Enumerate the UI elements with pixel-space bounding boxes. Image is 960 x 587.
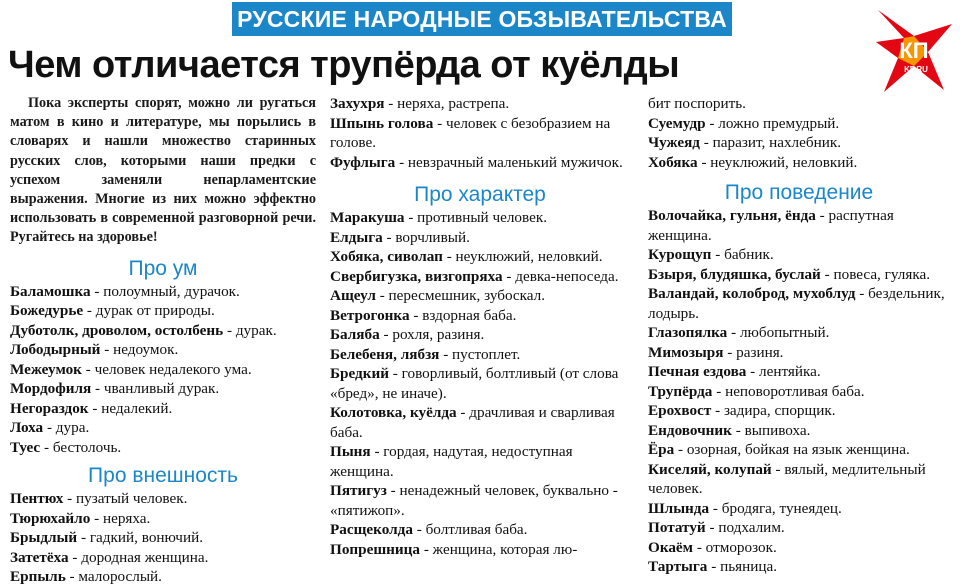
entry-definition: драчливая и сварливая баба. [330, 404, 615, 441]
entry-term: Межеумок [10, 360, 82, 378]
glossary-entry: Чужеяд - паразит, нахлебник. [648, 134, 842, 151]
entry-term: Маракуша [330, 209, 405, 226]
entry-term: Баляба [330, 326, 380, 343]
entry-definition: выпивоха. [744, 421, 811, 439]
entry-definition: малорослый. [78, 568, 162, 586]
entry-term: Ендовочник [648, 421, 732, 439]
entry-definition: неуклюжий, неловкий. [455, 248, 603, 265]
entry-definition: неряха. [102, 509, 151, 527]
entry-term: Мордофиля [10, 380, 92, 398]
entry-definition: дурак от природы. [95, 302, 215, 320]
entry-term: Печная ездова [648, 363, 747, 380]
glossary-entry: Фуфлыга - невзрачный маленький мужичок. [330, 153, 623, 171]
glossary-entry: Окаём - отморозок. [648, 538, 777, 556]
entry-term: Ёра [648, 441, 675, 458]
entry-term: Ащеул [330, 287, 376, 304]
glossary-entry: Негораздок - недалекий. [10, 399, 173, 417]
glossary-entry: Ащеул - пересмешник, зубоскал. [330, 287, 546, 304]
entry-definition: гордая, надутая, недоступная женщина. [330, 443, 573, 480]
entry-definition: бродяга, тунеядец. [721, 499, 842, 517]
entry-definition: паразит, нахлебник. [712, 134, 842, 151]
glossary-entry: Ветрогонка - вздорная баба. [330, 306, 517, 324]
entry-term: Лободырный [10, 341, 101, 359]
glossary-entry: Глазопялка - любопытный. [648, 324, 830, 341]
entry-term: Попрешница [330, 540, 421, 558]
entry-definition: женщина, которая лю- [432, 540, 578, 558]
entry-term: Лоха [10, 419, 44, 437]
glossary-entry: Дуботолк, дроволом, остолбень - дурак. [10, 321, 277, 339]
glossary-entry: Захухря - неряха, растрепа. [330, 95, 510, 112]
sections [648, 94, 950, 577]
entry-term: Белебеня, лябзя [330, 345, 440, 363]
entry-term: Колотовка, куёлда [330, 404, 457, 421]
glossary-entry: Пятигуз - ненадежный человек, буквально - «пятижоп». [330, 482, 618, 519]
entry-term: Ерохвост [648, 402, 712, 419]
intro-paragraph: Пока эксперты спорят, можно ли ругаться матом в кино и литературе, мы порылись в словарях и нашли множество старинных русских слов, которыми наши предки с успехом заменяли непарламентские выражения. Многие из них можно эффектно использовать в современной разговорной речи. Ругайтесь на здоровье! [10, 95, 316, 246]
glossary-entry: Мордофиля - чванливый дурак. [10, 380, 220, 398]
column-1 [10, 94, 316, 587]
entry-term: Хобяка, сиволап [330, 248, 443, 265]
entry-definition: бездельник, лодырь. [648, 285, 945, 322]
entry-definition: болтливая баба. [425, 521, 528, 538]
entry-term: Тюрюхайло [10, 509, 91, 527]
rubric-banner: РУССКИЕ НАРОДНЫЕ ОБЗЫВАТЕЛЬСТВА [232, 2, 732, 36]
entry-definition: вздорная баба. [422, 306, 517, 324]
entry-definition: задира, спорщик. [723, 402, 836, 419]
entry-definition: лентяйка. [759, 363, 821, 380]
glossary-entry: Бзыря, блудяшка, буслай - повеса, гуляка. [648, 265, 931, 283]
glossary-entry: Хобяка - неуклюжий, неловкий. [648, 153, 858, 171]
entry-term: Ерпыль [10, 568, 66, 586]
entry-definition: противный человек. [417, 209, 548, 226]
glossary-entry: Затетёха - дородная женщина. [10, 548, 209, 566]
column-2 [330, 94, 630, 559]
sections [10, 256, 316, 587]
entry-term: Свербигузка, визгопряха [330, 267, 503, 285]
entry-definition: полоумный, дурачок. [103, 282, 240, 300]
entry-term: Дуботолк, дроволом, остолбень [10, 321, 224, 339]
entry-term: Брыдлый [10, 529, 78, 547]
entry-definition: недалекий. [101, 399, 173, 417]
glossary-entry: Валандай, колоброд, мухоблуд - бездельник, лодырь. [648, 285, 945, 322]
glossary-entry: Печная ездова - лентяйка. [648, 363, 821, 380]
glossary-entry: Шпынь голова - человек с безобразием на голове. [330, 114, 611, 151]
entry-definition: вялый, медлительный человек. [648, 460, 926, 497]
entry-definition: пересмешник, зубоскал. [388, 287, 546, 304]
entry-term: Туес [10, 438, 41, 456]
entry-definition: пьяница. [720, 558, 778, 575]
entry-term: Мимозыря [648, 343, 724, 361]
entry-term: Пыня [330, 443, 371, 460]
glossary-entry: Лободырный - недоумок. [10, 341, 179, 359]
entry-term: Шлында [648, 499, 710, 517]
section-title: Про характер [414, 183, 546, 206]
entry-definition: неряха, растрепа. [397, 95, 510, 112]
glossary-entry: Шлында - бродяга, тунеядец. [648, 499, 842, 517]
entry-term: Бредкий [330, 365, 389, 382]
glossary-entry: Межеумок - человек недалекого ума. [10, 360, 252, 378]
entry-definition: озорная, бойкая на язык женщина. [686, 441, 910, 458]
entry-term: Фуфлыга [330, 153, 396, 171]
glossary-entry: Колотовка, куёлда - драчливая и сварливая баба. [330, 404, 615, 441]
entry-definition: разиня. [736, 343, 784, 361]
entry-definition: человек с безобразием на голове. [330, 114, 611, 151]
section-title: Про поведение [724, 181, 874, 204]
glossary-entry: Мимозыря - разиня. [648, 343, 784, 361]
entry-definition: подхалим. [718, 519, 785, 536]
glossary-entry: Ерохвост - задира, спорщик. [648, 402, 836, 419]
glossary-entry: Ендовочник - выпивоха. [648, 421, 811, 439]
entry-definition: человек недалекого ума. [94, 360, 252, 378]
glossary-entry: Трупёрда - неповоротливая баба. [648, 382, 865, 400]
entry-term: Захухря [330, 95, 385, 112]
glossary-entry: Ёра - озорная, бойкая на язык женщина. [648, 441, 910, 458]
entry-definition: пузатый человек. [76, 490, 188, 508]
entry-definition: дородная женщина. [81, 548, 209, 566]
entry-definition: отморозок. [705, 538, 777, 556]
entry-term: Трупёрда [648, 382, 713, 400]
entry-term: Пентюх [10, 490, 64, 508]
glossary-entry: Ерпыль - малорослый. [10, 568, 162, 586]
entry-term: Баламошка [10, 282, 91, 300]
glossary-entry: Бредкий - говорливый, болтливый (от слова «бред», не иначе). [330, 365, 619, 402]
entry-term: Божедурье [10, 302, 84, 320]
entry-definition: бестолочь. [52, 438, 122, 456]
entry-term: Пятигуз [330, 482, 387, 499]
entry-definition: бит поспорить. [648, 95, 746, 112]
entry-definition: любопытный. [739, 324, 830, 341]
glossary-entry: Елдыга - ворчливый. [330, 228, 470, 246]
glossary-entry: Свербигузка, визгопряха - девка-непоседа. [330, 267, 619, 285]
entry-definition: дурак. [235, 321, 277, 339]
glossary-entry: Баламошка - полоумный, дурачок. [10, 282, 240, 300]
glossary-entry: Потатуй - подхалим. [648, 519, 785, 536]
entry-definition: неповоротливая баба. [725, 382, 865, 400]
kp-logo-star-icon [874, 6, 954, 96]
entry-term: Потатуй [648, 519, 706, 536]
glossary-entry: Божедурье - дурак от природы. [10, 302, 215, 320]
entry-term: Затетёха [10, 548, 69, 566]
glossary-entry: Волочайка, гульня, ёнда - распутная женщина. [648, 207, 894, 244]
entry-definition: неуклюжий, неловкий. [710, 153, 858, 171]
glossary-entry: Пыня - гордая, надутая, недоступная женщина. [330, 443, 573, 480]
column-3 [648, 94, 950, 577]
entry-definition: рохля, разиня. [392, 326, 485, 343]
glossary-entry: Расщеколда - болтливая баба. [330, 521, 528, 538]
glossary-entry: Тартыга - пьяница. [648, 558, 778, 575]
entry-term: Расщеколда [330, 521, 413, 538]
glossary-entry: Киселяй, колупай - вялый, медлительный человек. [648, 460, 926, 497]
entry-definition: распутная женщина. [648, 207, 894, 244]
glossary-entry: Лоха - дура. [10, 419, 90, 437]
sections [330, 94, 630, 559]
glossary-entry: Тюрюхайло - неряха. [10, 509, 151, 527]
entry-definition: гадкий, вонючий. [89, 529, 203, 547]
entry-term: Киселяй, колупай [648, 460, 772, 478]
entry-term: Негораздок [10, 399, 89, 417]
entry-term: Бзыря, блудяшка, буслай [648, 265, 821, 283]
entry-definition: повеса, гуляка. [833, 265, 931, 283]
kp-logo [874, 6, 954, 96]
entry-definition: бабник. [724, 246, 774, 263]
glossary-entry: Попрешница - женщина, которая лю- [330, 540, 578, 558]
glossary-entry: Курощуп - бабник. [648, 246, 774, 263]
entry-definition: ненадежный человек, буквально - «пятижоп». [330, 482, 618, 519]
entry-definition: девка-непоседа. [515, 267, 619, 285]
glossary-entry: Суемудр - ложно премудрый. [648, 114, 840, 132]
entry-definition: недоумок. [113, 341, 179, 359]
entry-definition: говорливый, болтливый (от слова «бред», не иначе). [330, 365, 619, 402]
entry-term: Елдыга [330, 228, 383, 246]
entry-term: Курощуп [648, 246, 712, 263]
entry-term: Ветрогонка [330, 306, 410, 324]
entry-term: Валандай, колоброд, мухоблуд [648, 285, 856, 302]
glossary-entry: Белебеня, лябзя - пустоплет. [330, 345, 521, 363]
kp-logo-domain: KP.RU [904, 65, 928, 74]
entry-definition: чванливый дурак. [103, 380, 220, 398]
glossary-entry: Баляба - рохля, разиня. [330, 326, 485, 343]
glossary-entry [648, 94, 950, 114]
entry-term: Хобяка [648, 153, 698, 171]
glossary-entry: Туес - бестолочь. [10, 438, 122, 456]
entry-definition: пустоплет. [452, 345, 521, 363]
glossary-entry: Пентюх - пузатый человек. [10, 490, 188, 508]
glossary-entry: Маракуша - противный человек. [330, 209, 548, 226]
headline: Чем отличается трупёрда от куёлды [8, 44, 680, 86]
section-title: Про внешность [88, 464, 238, 488]
glossary-entry: Хобяка, сиволап - неуклюжий, неловкий. [330, 248, 603, 265]
glossary-entry: Брыдлый - гадкий, вонючий. [10, 529, 203, 547]
entry-term: Чужеяд [648, 134, 700, 151]
section-title: Про ум [128, 256, 198, 280]
entry-definition: ворчливый. [395, 228, 470, 246]
entry-definition: ложно премудрый. [718, 114, 840, 132]
entry-term: Волочайка, гульня, ёнда [648, 207, 816, 224]
entry-term: Окаём [648, 538, 694, 556]
entry-term: Глазопялка [648, 324, 728, 341]
entry-definition: дура. [55, 419, 90, 437]
kp-logo-text: КП [899, 38, 929, 63]
entry-definition: невзрачный маленький мужичок. [407, 153, 623, 171]
entry-term: Суемудр [648, 114, 706, 132]
entry-term: Тартыга [648, 558, 708, 575]
entry-term: Шпынь голова [330, 114, 434, 132]
